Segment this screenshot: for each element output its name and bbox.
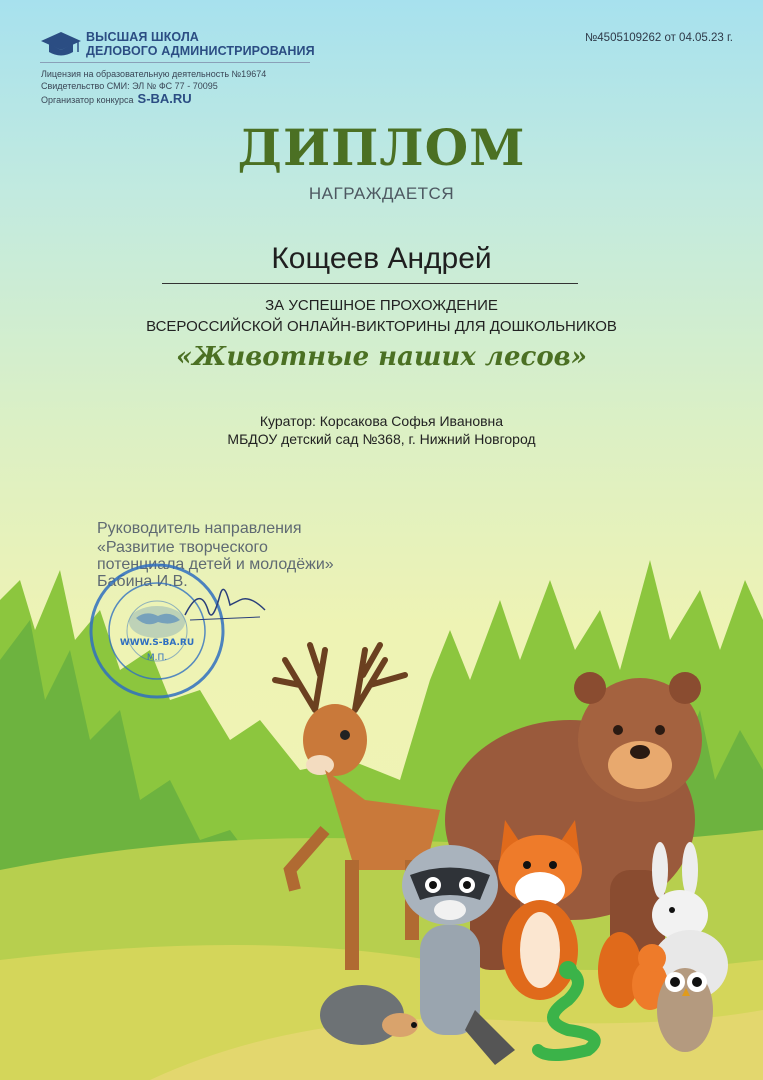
stamp-url: WWW.S-BA.RU [119,638,195,648]
recipient-underline [162,283,578,284]
media-registration-text: Свидетельство СМИ: ЭЛ № ФС 77 - 70095 [41,81,218,91]
signature-title-3: потенциала детей и молодёжи» [97,556,334,573]
organizer-line [41,93,192,106]
quiz-title: «Животные наших лесов» [175,342,588,372]
diploma-title: ДИПЛОМ [237,118,526,177]
signature-title-2: «Развитие творческого [97,539,268,556]
reason-line-2: ВСЕРОССИЙСКОЙ ОНЛАЙН-ВИКТОРИНЫ ДЛЯ ДОШКОЛЬНИКОВ [146,318,617,335]
recipient-name: Кощеев Андрей [271,242,492,275]
curator-text: Куратор: Корсакова Софья Ивановна [259,413,504,429]
stamp-mp: М.П. [146,653,168,663]
owl [657,968,713,1052]
signatory-name: Бабина И.В. [97,573,188,590]
organizer-label: Организатор конкурса [41,95,134,105]
reason-line-1: ЗА УСПЕШНОЕ ПРОХОЖДЕНИЕ [265,297,498,314]
organization-name [86,30,315,58]
license-text: Лицензия на образовательную деятельность №19674 [41,69,267,79]
site-link[interactable]: S-BA.RU [137,91,192,106]
signature-title-1: Руководитель направления [97,520,302,537]
graduation-cap-icon [40,30,82,58]
org-name-line2: ДЕЛОВОГО АДМИНИСТРИРОВАНИЯ [86,44,315,58]
org-name-line1: ВЫСШАЯ ШКОЛА [86,30,199,44]
school-text: МБДОУ детский сад №368, г. Нижний Новгород [227,431,536,447]
handwritten-signature [180,575,270,635]
diploma-subtitle: НАГРАЖДАЕТСЯ [308,184,455,203]
header-divider [40,62,310,63]
document-number: №4505109262 от 04.05.23 г. [584,32,733,44]
